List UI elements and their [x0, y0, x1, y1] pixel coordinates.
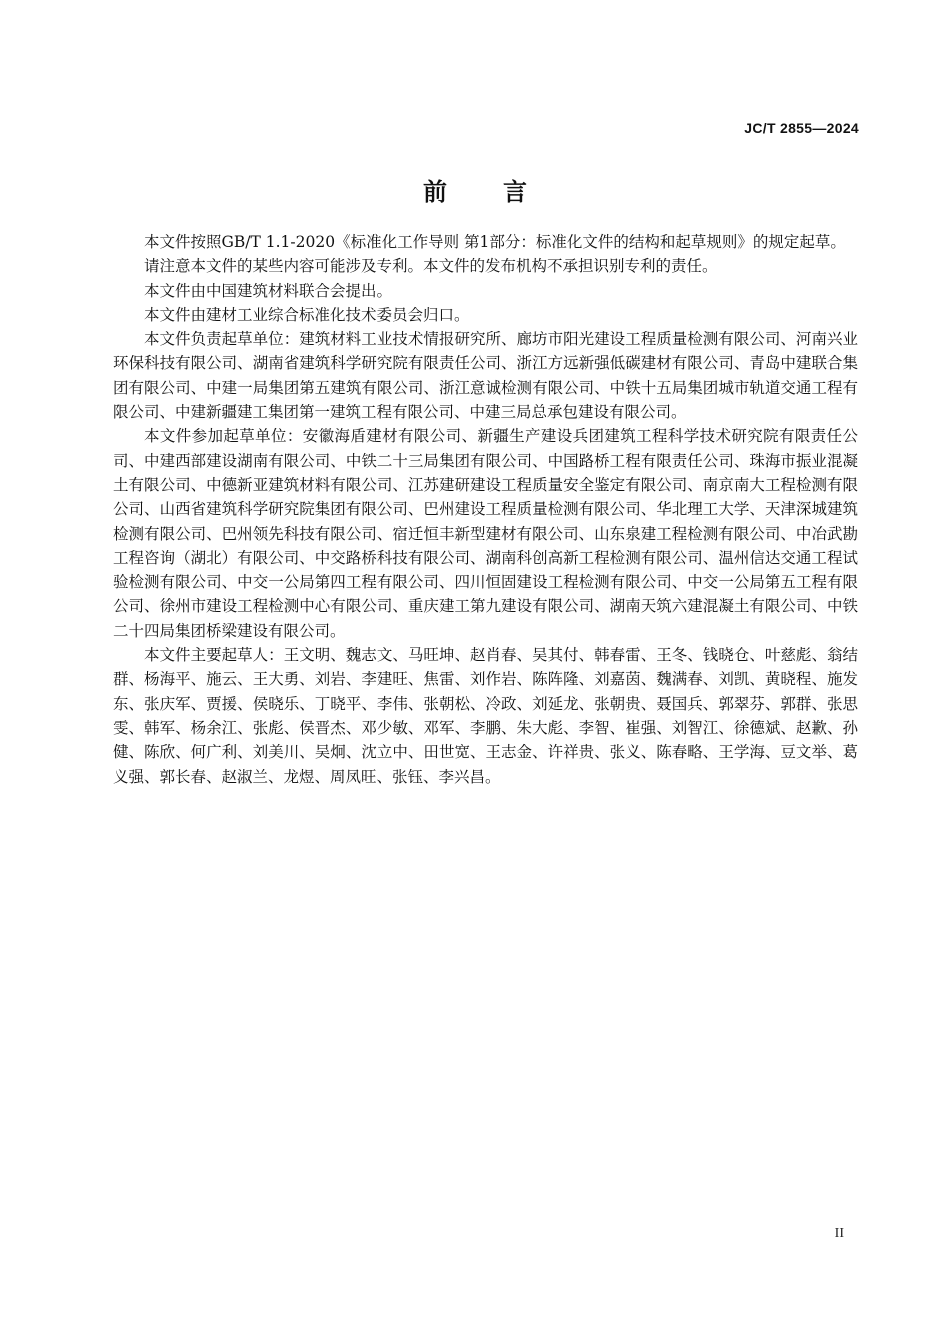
- paragraph-drafters: 本文件主要起草人：王文明、魏志文、马旺坤、赵肖春、吴其付、韩春雷、王冬、钱晓仓、叶慈彪、翁结群、杨海平、施云、王大勇、刘岩、李建旺、焦雷、刘作岩、陈阵隆、刘嘉茵、魏满春、刘凯、黄晓程、施发东、张庆军、贾援、侯晓乐、丁晓平、李伟、张朝松、冷政、刘延龙、张朝贵、聂国兵、郭翠芬、郭群、张思雯、韩军、杨余江、张彪、侯晋杰、邓少敏、邓军、李鹏、朱大彪、李智、崔强、刘智江、徐德斌、赵歉、孙健、陈欣、何广利、刘美川、吴炯、沈立中、田世宽、王志金、许祥贵、张义、陈春略、王学海、豆文举、葛义强、郭长春、赵淑兰、龙煜、周凤旺、张钰、李兴昌。: [113, 646, 858, 786]
- page-number: II: [834, 1226, 844, 1241]
- document-code: JC/T 2855—2024: [744, 120, 859, 136]
- paragraph-patent-notice: 请注意本文件的某些内容可能涉及专利。本文件的发布机构不承担识别专利的责任。: [144, 257, 718, 276]
- title-char-1: 前: [423, 178, 447, 206]
- paragraph-participating-units: 本文件参加起草单位：安徽海盾建材有限公司、新疆生产建设兵团建筑工程科学技术研究院有限责任公司、中建西部建设湖南有限公司、中铁二十三局集团有限公司、中国路桥工程有限责任公司、珠海市振业混凝土有限公司、中德新亚建筑材料有限公司、江苏建研建设工程质量安全鉴定有限公司、南京南大工程检测有限公司、山西省建筑科学研究院集团有限公司、巴州建设工程质量检测有限公司、华北理工大学、天津深城建筑检测有限公司、巴州领先科技有限公司、宿迁恒丰新型建材有限公司、山东泉建工程检测有限公司、中冶武勘工程咨询（湖北）有限公司、中交路桥科技有限公司、湖南科创高新工程检测有限公司、温州信达交通工程试验检测有限公司、中交一公局第四工程有限公司、四川恒固建设工程检测有限公司、中交一公局第五工程有限公司、徐州市建设工程检测中心有限公司、重庆建工第九建设有限公司、湖南天筑六建混凝土有限公司、中铁二十四局集团桥梁建设有限公司。: [113, 427, 858, 640]
- paragraph-proposer: 本文件由中国建筑材料联合会提出。: [144, 281, 393, 300]
- page-title: [0, 176, 950, 208]
- paragraph-drafting-rules: 本文件按照GB/T 1.1-2020《标准化工作导则 第1部分：标准化文件的结构和起草规则》的规定起草。: [144, 233, 846, 251]
- title-char-2: 言: [503, 178, 527, 206]
- foreword-body: [113, 230, 858, 789]
- paragraph-responsible-units: 本文件负责起草单位：建筑材料工业技术情报研究所、廊坊市阳光建设工程质量检测有限公司、河南兴业环保科技有限公司、湖南省建筑科学研究院有限责任公司、浙江方远新强低碳建材有限公司、青岛中建联合集团有限公司、中建一局集团第五建筑有限公司、浙江意诚检测有限公司、中铁十五局集团城市轨道交通工程有限公司、中建新疆建工集团第一建筑工程有限公司、中建三局总承包建设有限公司。: [113, 330, 858, 422]
- paragraph-committee: 本文件由建材工业综合标准化技术委员会归口。: [144, 305, 470, 324]
